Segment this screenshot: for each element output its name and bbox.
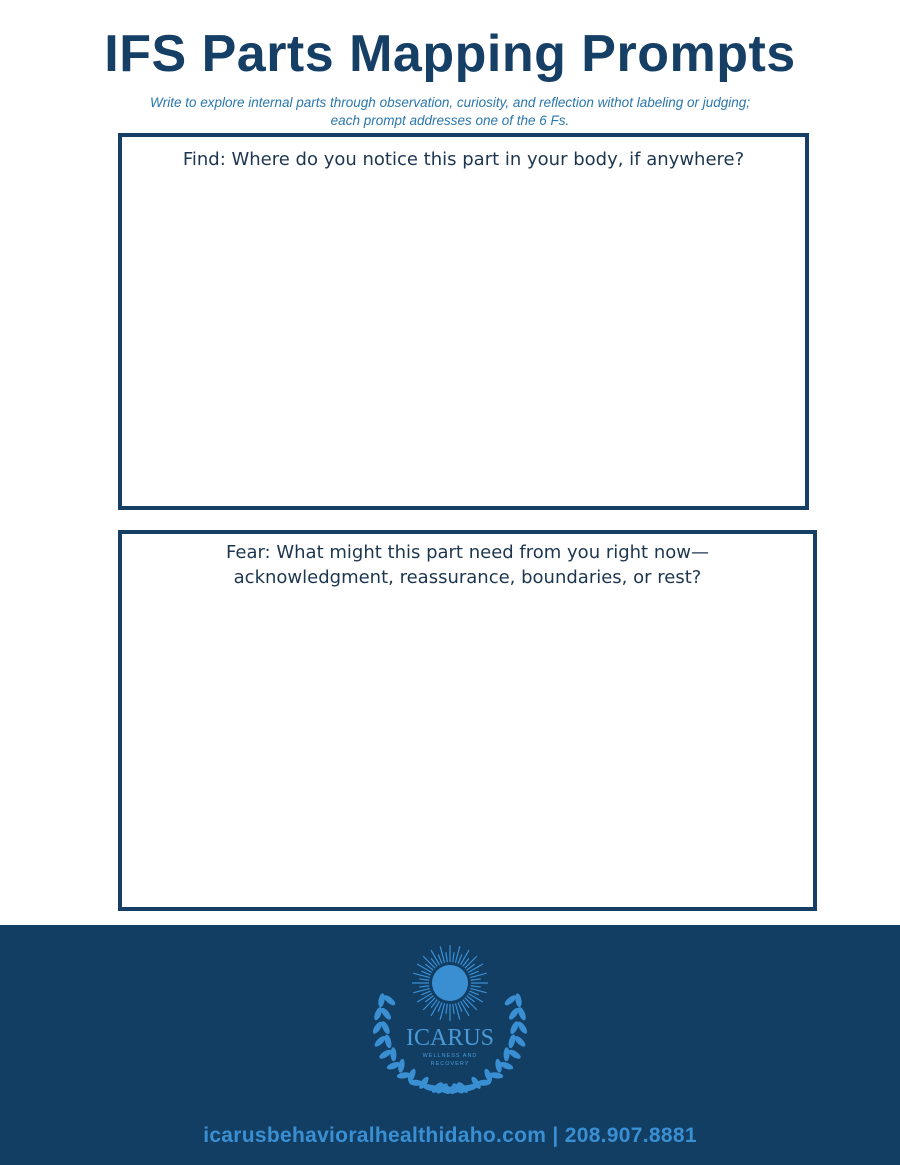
find-writing-box[interactable] xyxy=(118,133,809,510)
sun-ray xyxy=(471,986,481,987)
website-link[interactable]: icarusbehavioralhealthidaho.com xyxy=(203,1124,547,1147)
sun-ray xyxy=(438,954,442,963)
sun-ray xyxy=(469,971,478,975)
sun-ray xyxy=(431,950,440,965)
logo-brand-text: ICARUS xyxy=(405,1025,495,1051)
fear-prompt-line-2: acknowledgment, reassurance, boundaries, or rest? xyxy=(233,567,702,588)
subtitle-line-1: Write to explore internal parts through observation, curiosity, and reflection withot labeling or judging; xyxy=(149,95,751,110)
sun-ray xyxy=(446,1004,447,1014)
sun-ray xyxy=(468,994,483,1003)
page-subtitle xyxy=(60,94,840,130)
laurel-leaf xyxy=(503,1047,509,1061)
sun-ray xyxy=(446,952,447,962)
page-title: IFS Parts Mapping Prompts xyxy=(104,25,796,83)
logo-tagline-line-1: WELLNESS AND xyxy=(422,1053,478,1059)
sun-ray xyxy=(417,964,432,973)
sun-ray xyxy=(417,994,432,1003)
logo-tagline-line-2: RECOVERY xyxy=(430,1061,470,1067)
contact-separator: | xyxy=(552,1124,559,1147)
phone-number[interactable]: 208.907.8881 xyxy=(564,1124,697,1147)
laurel-leaf xyxy=(377,993,385,1008)
sun-ray xyxy=(421,971,430,975)
sun-ray xyxy=(421,991,430,995)
find-prompt-line-1: Find: Where do you notice this part in your body, if anywhere? xyxy=(182,149,745,170)
fear-prompt-line-1: Fear: What might this part need from you right now— xyxy=(226,542,709,563)
sun-ray xyxy=(419,979,429,980)
sun-ray xyxy=(468,964,483,973)
sun-ray xyxy=(438,1002,442,1011)
sun-ray xyxy=(461,1001,470,1016)
fear-writing-box[interactable] xyxy=(118,530,817,911)
sun-ray xyxy=(431,1001,440,1016)
sun-ray xyxy=(458,954,462,963)
sun-ray xyxy=(461,950,470,965)
sun-ray xyxy=(453,952,454,962)
laurel-leaf xyxy=(494,1058,502,1073)
laurel-leaf xyxy=(397,1058,405,1073)
laurel-leaf xyxy=(390,1047,396,1061)
laurel-leaf xyxy=(383,1034,392,1049)
subtitle-line-2: each prompt addresses one of the 6 Fs. xyxy=(330,113,570,128)
sun-ray xyxy=(419,986,429,987)
fear-prompt xyxy=(122,534,813,590)
sun-ray xyxy=(469,991,478,995)
icarus-logo xyxy=(358,941,542,1107)
find-prompt xyxy=(122,137,805,172)
sun-ray xyxy=(458,1002,462,1011)
footer-contact xyxy=(0,1124,900,1148)
sun-ray xyxy=(453,1004,454,1014)
laurel-leaf xyxy=(514,993,522,1008)
footer-banner xyxy=(0,925,900,1165)
sun-icon xyxy=(432,965,468,1001)
sun-ray xyxy=(471,979,481,980)
laurel-leaf xyxy=(507,1034,516,1049)
